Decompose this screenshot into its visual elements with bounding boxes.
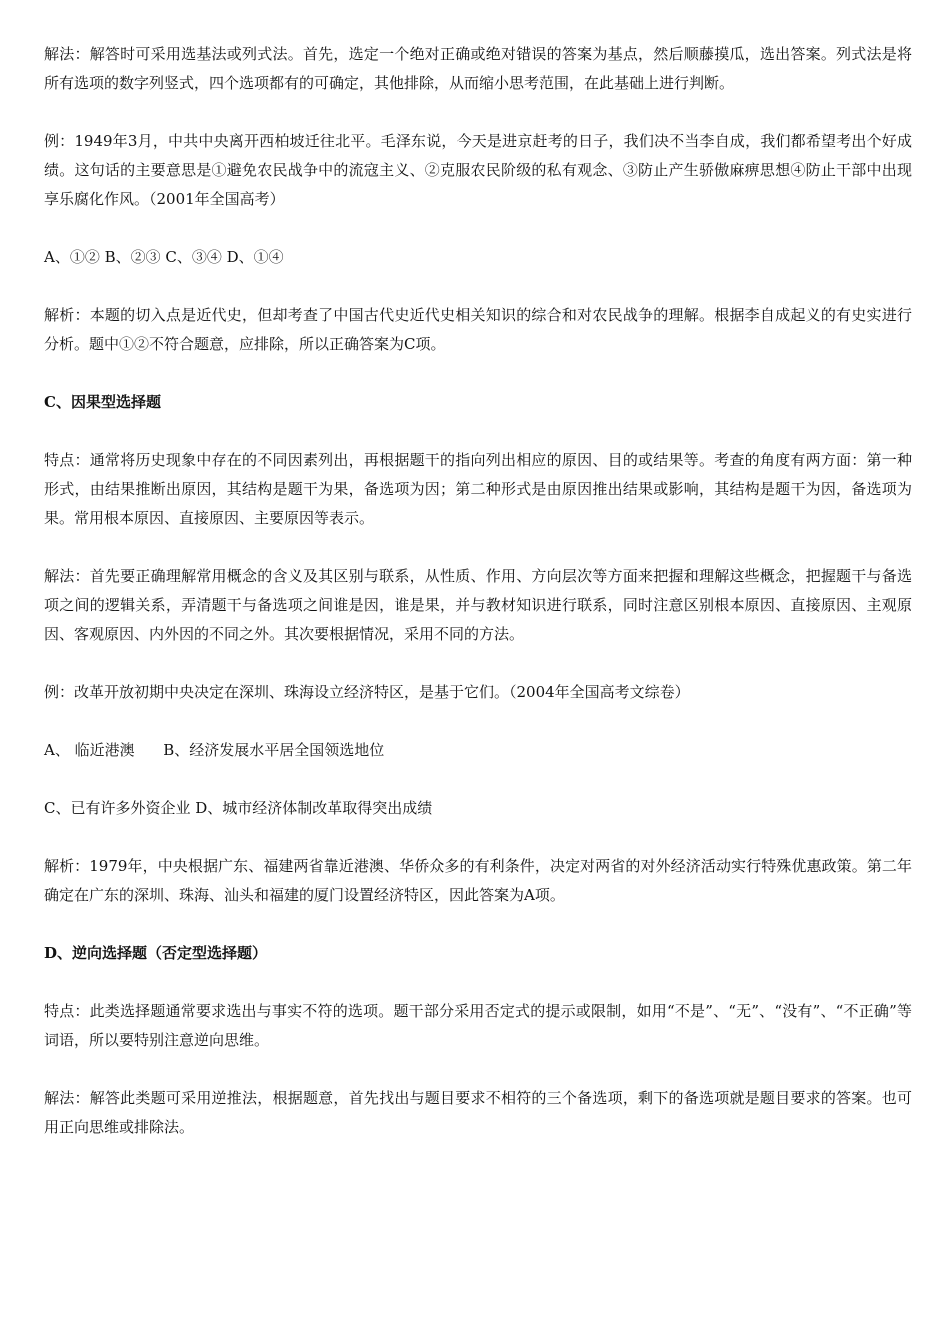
paragraph-gap bbox=[44, 214, 912, 243]
paragraph-gap bbox=[44, 98, 912, 127]
paragraph-gap bbox=[44, 707, 912, 736]
options-paragraph-c2: C、已有许多外资企业 D、城市经济体制改革取得突出成绩 bbox=[44, 799, 433, 817]
paragraph-gap bbox=[44, 649, 912, 678]
paragraph-gap bbox=[44, 533, 912, 562]
paragraph-gap bbox=[44, 272, 912, 301]
paragraph-gap bbox=[44, 1055, 912, 1084]
paragraph-gap bbox=[44, 910, 912, 939]
options-paragraph-1: A、①② B、②③ C、③④ D、①④ bbox=[44, 248, 284, 266]
method-paragraph-c: 解法：首先要正确理解常用概念的含义及其区别与联系，从性质、作用、方向层次等方面来把握和理解这些概念，把握题干与备选项之间的逻辑关系，弄清题干与备选项之间谁是因，谁是果，并与教材知识进行联系，同时注意区别根本原因、直接原因、主观原因、客观原因、内外因的不同之外。其次要根据情况，采用不同的方法。 bbox=[44, 567, 912, 643]
paragraph-gap bbox=[44, 765, 912, 794]
document-page bbox=[44, 40, 912, 1142]
feature-paragraph-c: 特点：通常将历史现象中存在的不同因素列出，再根据题干的指向列出相应的原因、目的或结果等。考查的角度有两方面：第一种形式，由结果推断出原因，其结构是题干为果，备选项为因；第二种形式是由原因推出结果或影响，其结构是题干为因，备选项为果。常用根本原因、直接原因、主要原因等表示。 bbox=[44, 451, 912, 527]
method-paragraph-1: 解法：解答时可采用选基法或列式法。首先，选定一个绝对正确或绝对错误的答案为基点，然后顺藤摸瓜，选出答案。列式法是将所有选项的数字列竖式，四个选项都有的可确定，其他排除，从而缩小思考范围，在此基础上进行判断。 bbox=[44, 45, 912, 92]
paragraph-gap bbox=[44, 968, 912, 997]
method-paragraph-d: 解法：解答此类题可采用逆推法，根据题意，首先找出与题目要求不相符的三个备选项，剩下的备选项就是题目要求的答案。也可用正向思维或排除法。 bbox=[44, 1089, 912, 1136]
paragraph-gap bbox=[44, 823, 912, 852]
feature-paragraph-d: 特点：此类选择题通常要求选出与事实不符的选项。题干部分采用否定式的提示或限制，如用“不是”、“无”、“没有”、“不正确”等词语，所以要特别注意逆向思维。 bbox=[44, 1002, 912, 1049]
paragraph-gap bbox=[44, 359, 912, 388]
analysis-paragraph-c: 解析：1979年，中央根据广东、福建两省靠近港澳、华侨众多的有利条件，决定对两省的对外经济活动实行特殊优惠政策。第二年确定在广东的深圳、珠海、汕头和福建的厦门设置经济特区，因此答案为A项。 bbox=[44, 857, 912, 904]
example-paragraph-1: 例：1949年3月，中共中央离开西柏坡迁往北平。毛泽东说，今天是进京赶考的日子，我们决不当李自成，我们都希望考出个好成绩。这句话的主要意思是①避免农民战争中的流寇主义、②克服农民阶级的私有观念、③防止产生骄傲麻痹思想④防止干部中出现享乐腐化作风。（2001年全国高考） bbox=[44, 132, 912, 208]
paragraph-gap bbox=[44, 417, 912, 446]
example-paragraph-c: 例：改革开放初期中央决定在深圳、珠海设立经济特区，是基于它们。（2004年全国高考文综卷） bbox=[44, 683, 690, 701]
analysis-paragraph-1: 解析：本题的切入点是近代史，但却考查了中国古代史近代史相关知识的综合和对农民战争的理解。根据李自成起义的有史实进行分析。题中①②不符合题意，应排除，所以正确答案为C项。 bbox=[44, 306, 912, 353]
options-paragraph-c1: A、 临近港澳 B、经济发展水平居全国领选地位 bbox=[44, 741, 385, 759]
section-heading-d: D、逆向选择题（否定型选择题） bbox=[44, 944, 268, 962]
section-heading-c: C、因果型选择题 bbox=[44, 393, 161, 411]
